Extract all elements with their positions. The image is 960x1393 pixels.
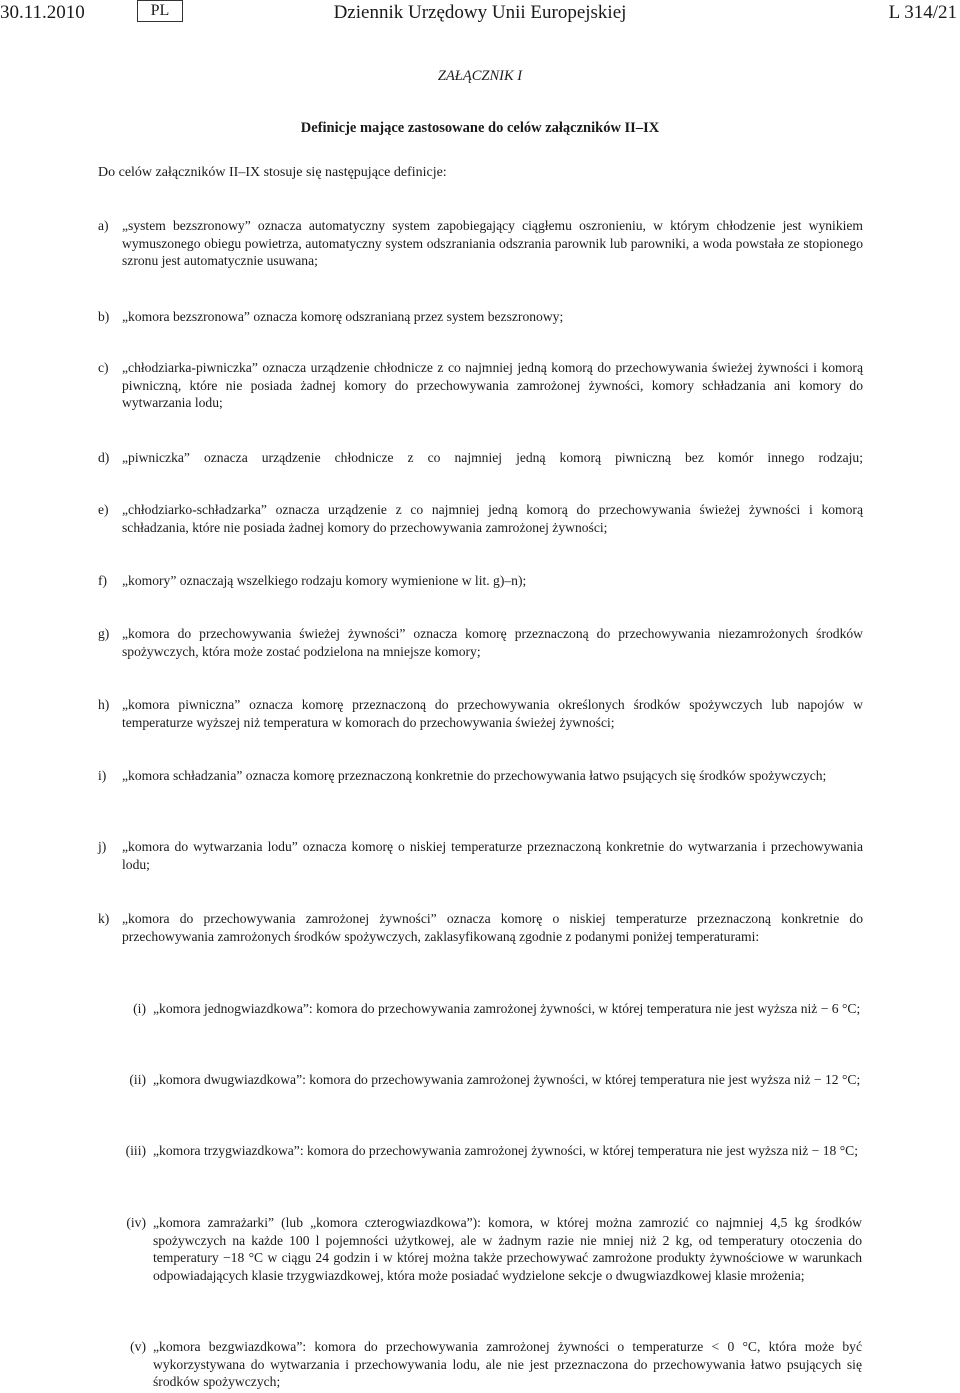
definition-label: e) xyxy=(98,502,109,517)
definition-text: „komora schładzania” oznacza komorę przeznaczoną konkretnie do przechowywania łatwo psujących się środków spożywczych; xyxy=(122,768,827,783)
definition-label: g) xyxy=(98,626,110,641)
definition-text: „chłodziarko-schładzarka” oznacza urządzenie z co najmniej jedną komorą do przechowywania świeżej żywności i komorą schładzania, które nie posiada żadnej komory do przechowywania zamrożonej żywności; xyxy=(122,502,863,535)
definition-f xyxy=(98,572,863,590)
section-title: Definicje mające zastosowane do celów załączników II–IX xyxy=(300,120,660,136)
definition-text: „komora do wytwarzania lodu” oznacza komorę o niskiej temperaturze przeznaczoną konkretnie do wytwarzania i przechowywania lodu; xyxy=(122,839,863,872)
page-reference: L 314/21 xyxy=(888,2,957,23)
definition-text: „komora do przechowywania świeżej żywności” oznacza komorę przeznaczoną do przechowywania niezamrożonych środków spożywczych, która może zostać podzielona na mniejsze komory; xyxy=(122,626,863,659)
definition-text: „komory” oznaczają wszelkiego rodzaju komory wymienione w lit. g)–n); xyxy=(122,573,527,588)
journal-title: Dziennik Urzędowy Unii Europejskiej xyxy=(333,2,627,23)
subitem-i xyxy=(120,1000,862,1018)
page-header xyxy=(0,0,960,30)
annex-label: ZAŁĄCZNIK I xyxy=(437,68,523,84)
subitem-label: (v) xyxy=(130,1339,146,1354)
definition-a xyxy=(98,217,863,270)
definition-label: k) xyxy=(98,911,110,926)
definition-text: „komora bezszronowa” oznacza komorę odszranianą przez system bezszronowy; xyxy=(122,309,564,324)
subitem-text: „komora zamrażarki” (lub „komora czterogwiazdkowa”): komora, w której można zamrozić co najmniej 4,5 kg środków spożywczych na każde 100 l pojemności użytkowej, ale w żadnym razie nie mniej niż 2 kg, od temperatury otoczenia do temperatury −18 °C w ciągu 24 godzin i w której można także przechowywać zamrożone produkty żywnościowe w warunkach odpowiadających klasie trzygwiazdkowej, która może posiadać wydzielone sekcje o dwugwiazdkowej klasie mrożenia; xyxy=(153,1215,862,1283)
subitem-text: „komora jednogwiazdkowa”: komora do przechowywania zamrożonej żywności, w której temperatura nie jest wyższa niż − 6 °C; xyxy=(153,1001,861,1016)
definition-text: „chłodziarka-piwniczka” oznacza urządzenie chłodnicze z co najmniej jedną komorą do przechowywania świeżej żywności i komorą piwniczną, które nie posiada żadnej komory do przechowywania zamrożonej żywności, komory schładzania ani komory do wytwarzania lodu; xyxy=(122,360,863,410)
definition-label: d) xyxy=(98,450,110,465)
subitem-label: (iv) xyxy=(126,1215,146,1230)
definition-label: a) xyxy=(98,218,109,233)
definition-label: b) xyxy=(98,309,110,324)
subitem-iii xyxy=(120,1142,862,1160)
subitem-label: (i) xyxy=(133,1001,146,1016)
subitem-label: (iii) xyxy=(125,1143,146,1158)
definition-text: „komora piwniczna” oznacza komorę przeznaczoną do przechowywania określonych środków spożywczych lub napojów w temperaturze wyższej niż temperatura w komorach do przechowywania świeżej żywności; xyxy=(122,697,863,730)
subitem-v xyxy=(120,1338,862,1391)
subitem-ii xyxy=(120,1071,862,1089)
subitem-text: „komora trzygwiazdkowa”: komora do przechowywania zamrożonej żywności, w której temperatura nie jest wyższa niż − 18 °C; xyxy=(153,1143,858,1158)
definition-c xyxy=(98,359,863,412)
definition-j xyxy=(98,838,863,873)
definition-g xyxy=(98,625,863,660)
subitem-label: (ii) xyxy=(129,1072,146,1087)
definition-h xyxy=(98,696,863,731)
intro-sentence: Do celów załączników II–IX stosuje się następujące definicje: xyxy=(98,165,447,180)
language-badge: PL xyxy=(137,0,183,22)
definition-label: h) xyxy=(98,697,110,712)
definition-b xyxy=(98,308,863,326)
definition-k xyxy=(98,910,863,945)
subitem-iv xyxy=(120,1214,862,1284)
definition-label: j) xyxy=(98,839,107,854)
definition-label: i) xyxy=(98,768,107,783)
definition-d xyxy=(98,449,863,467)
subitem-text: „komora bezgwiazdkowa”: komora do przechowywania zamrożonej żywności o temperaturze < 0 °C, która może być wykorzystywana do wytwarzania i przechowywania lodu, ale nie jest przeznaczona do przechowywania łatwo psujących się środków spożywczych; xyxy=(153,1339,862,1389)
definition-label: f) xyxy=(98,573,108,588)
publication-date: 30.11.2010 xyxy=(0,2,85,23)
subitem-text: „komora dwugwiazdkowa”: komora do przechowywania zamrożonej żywności, w której temperatura nie jest wyższa niż − 12 °C; xyxy=(153,1072,861,1087)
definition-i xyxy=(98,767,863,785)
definition-label: c) xyxy=(98,360,109,375)
definition-text: „piwniczka” oznacza urządzenie chłodnicze z co najmniej jedną komorą piwniczną bez komór innego rodzaju; xyxy=(122,450,863,465)
definition-e xyxy=(98,501,863,536)
definition-text: „komora do przechowywania zamrożonej żywności” oznacza komorę o niskiej temperaturze przeznaczoną konkretnie do przechowywania zamrożonych środków spożywczych, zaklasyfikowaną zgodnie z podanymi poniżej temperaturami: xyxy=(122,911,863,944)
definition-text: „system bezszronowy” oznacza automatyczny system zapobiegający ciągłemu oszronieniu, w którym chłodzenie jest wynikiem wymuszonego obiegu powietrza, automatyczny system odszraniania odszrania parownik lub parowniki, a woda powstała ze stopionego szronu jest automatycznie usuwana; xyxy=(122,218,863,268)
